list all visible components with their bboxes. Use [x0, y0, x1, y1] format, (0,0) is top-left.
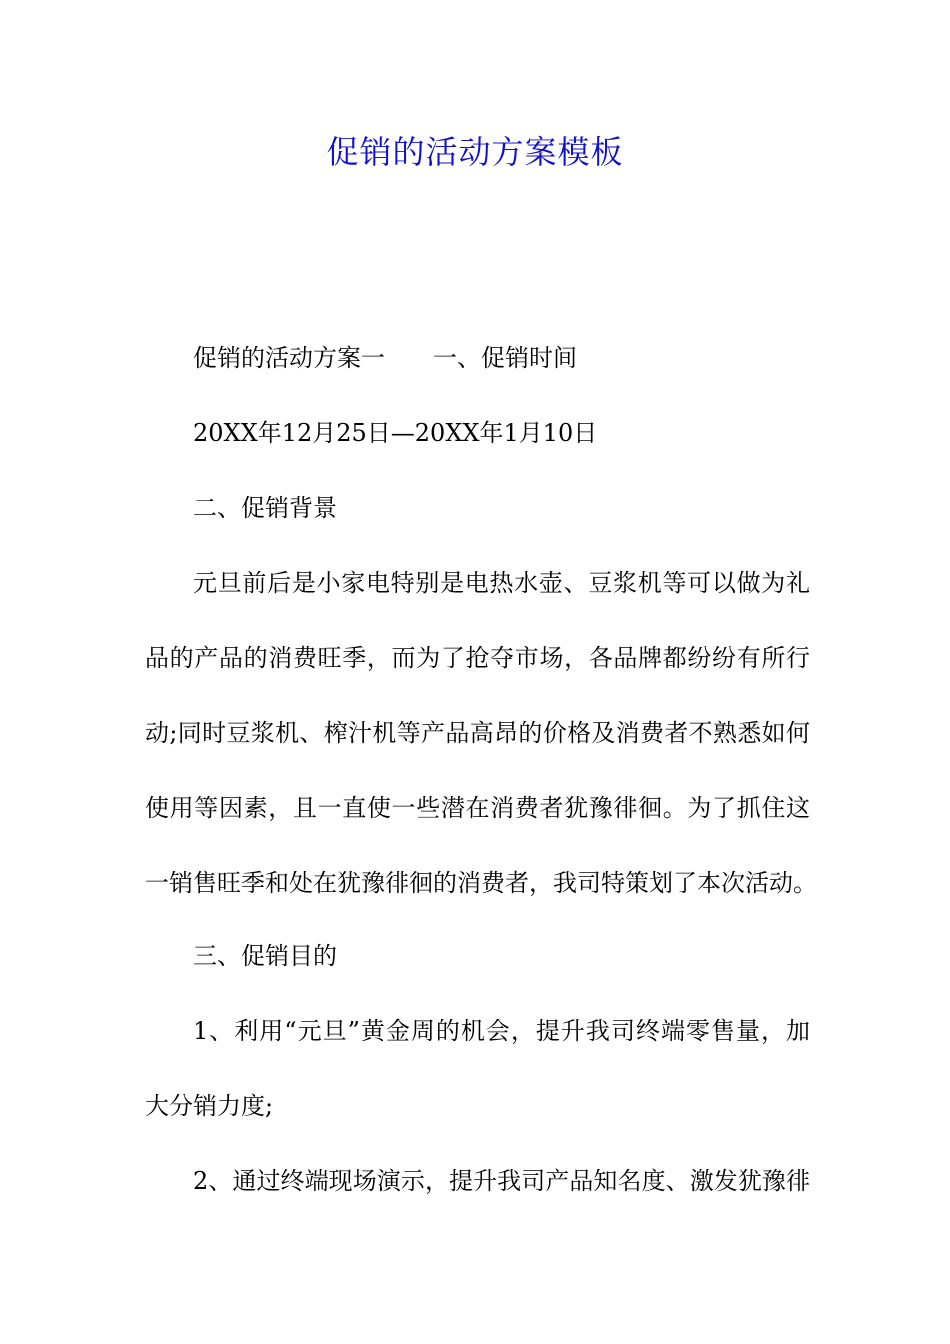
time-heading: 一、促销时间: [433, 344, 577, 372]
plan-heading: 促销的活动方案一: [193, 344, 385, 372]
goal-2-line: 2、通过终端现场演示，提升我司产品知名度、激发犹豫徘: [193, 1167, 810, 1195]
goal-1-line: 1、利用“元旦”黄金周的机会，提升我司终端零售量，加: [193, 1017, 810, 1045]
background-line: 动;同时豆浆机、榨汁机等产品高昂的价格及消费者不熟悉如何: [145, 719, 810, 747]
background-line: 品的产品的消费旺季，而为了抢夺市场，各品牌都纷纷有所行: [145, 644, 810, 672]
background-heading: 二、促销背景: [193, 494, 337, 522]
background-line: 元旦前后是小家电特别是电热水壶、豆浆机等可以做为礼: [193, 569, 810, 597]
background-line: 一销售旺季和处在犹豫徘徊的消费者，我司特策划了本次活动。: [145, 869, 817, 897]
document-title: 促销的活动方案模板: [326, 133, 624, 171]
goal-heading: 三、促销目的: [193, 942, 337, 970]
goal-1-line: 大分销力度;: [145, 1092, 274, 1120]
date-range: 20XX年12月25日—20XX年1月10日: [193, 419, 598, 447]
plan-heading-line: [193, 340, 810, 376]
background-line: 使用等因素，且一直使一些潜在消费者犹豫徘徊。为了抓住这: [145, 794, 810, 822]
